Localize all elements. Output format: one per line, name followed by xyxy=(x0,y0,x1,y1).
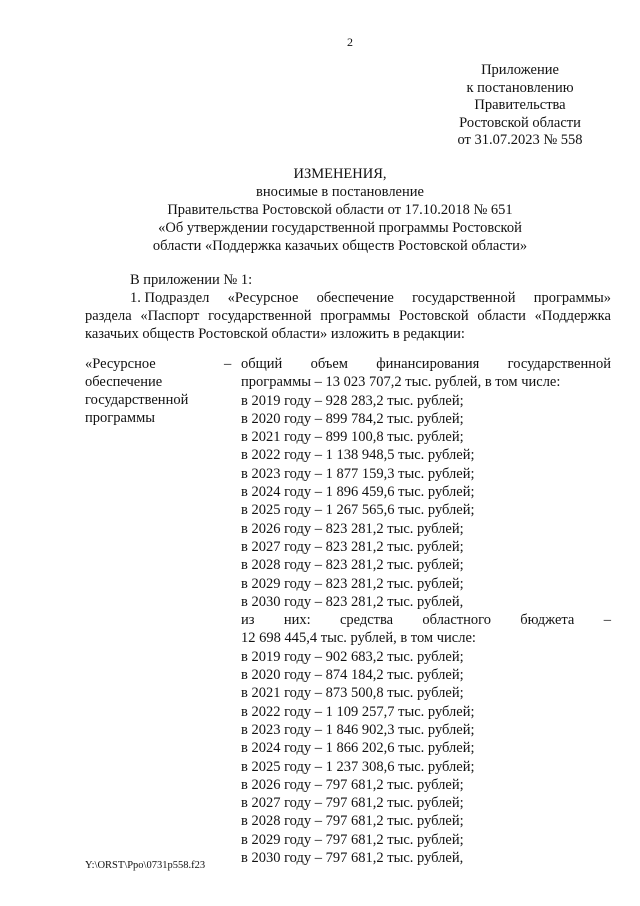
word: общий xyxy=(241,356,283,372)
year-row: в 2019 году – 928 283,2 тыс. рублей; xyxy=(241,392,464,409)
word: государственной xyxy=(507,356,611,372)
word: них: xyxy=(283,612,311,629)
year-row: в 2021 году – 899 100,8 тыс. рублей; xyxy=(241,429,464,446)
regional-year-row: в 2028 году – 797 681,2 тыс. рублей; xyxy=(241,813,464,830)
appendix-line: от 31.07.2023 № 558 xyxy=(457,132,583,148)
appendix-line: Правительства xyxy=(474,97,566,113)
file-path-footer: Y:\ORST\Ppo\0731p558.f23 xyxy=(85,860,206,871)
page-number: 2 xyxy=(347,35,353,49)
label-line: обеспечение xyxy=(85,374,163,390)
regional-year-row: в 2022 году – 1 109 257,7 тыс. рублей; xyxy=(241,703,475,720)
document-title xyxy=(110,165,570,255)
appendix-line: к постановлению xyxy=(466,79,574,96)
word: раздела xyxy=(85,308,132,324)
year-row: в 2030 году – 823 281,2 тыс. рублей, xyxy=(241,593,464,610)
total-line-1 xyxy=(241,355,611,373)
regional-year-row: в 2021 году – 873 500,8 тыс. рублей; xyxy=(241,685,464,702)
separator-dash: – xyxy=(224,356,232,372)
year-row: в 2028 году – 823 281,2 тыс. рублей; xyxy=(241,557,464,574)
regional-year-row: в 2020 году – 874 184,2 тыс. рублей; xyxy=(241,667,464,684)
label-line: программы xyxy=(85,410,155,426)
year-row: в 2024 году – 1 896 459,6 тыс. рублей; xyxy=(241,484,475,501)
word: бюджета xyxy=(520,612,575,629)
title-line: вносимые в постановление xyxy=(256,184,424,200)
word: государственной xyxy=(412,290,516,306)
year-row: в 2023 году – 1 877 159,3 тыс. рублей; xyxy=(241,465,475,482)
regional-year-row: в 2027 году – 797 681,2 тыс. рублей; xyxy=(241,795,464,812)
word: областного xyxy=(422,612,491,629)
year-row: в 2022 году – 1 138 948,5 тыс. рублей; xyxy=(241,447,475,464)
amendment-paragraph xyxy=(85,289,611,343)
regional-year-row: в 2019 году – 902 683,2 тыс. рублей; xyxy=(241,648,464,665)
appendix-line: Ростовской области xyxy=(459,114,581,131)
word: обеспечение xyxy=(316,290,394,306)
regional-line-2: 12 698 445,4 тыс. рублей, в том числе: xyxy=(241,630,476,647)
word: «Ресурсное xyxy=(227,290,299,306)
word: финансирования xyxy=(376,356,480,372)
regional-year-row: в 2025 году – 1 237 308,6 тыс. рублей; xyxy=(241,758,475,775)
word: – xyxy=(603,612,611,629)
regional-year-row: в 2023 году – 1 846 902,3 тыс. рублей; xyxy=(241,721,475,738)
label-line: государственной xyxy=(85,392,189,408)
title-line: Правительства Ростовской области от 17.10.2018 № 651 xyxy=(167,202,513,218)
resource-content xyxy=(241,355,611,867)
word: государственной xyxy=(208,308,312,324)
word: 1. Подраздел xyxy=(130,290,210,306)
year-row: в 2020 году – 899 784,2 тыс. рублей; xyxy=(241,410,464,427)
label-line: «Ресурсное xyxy=(85,356,156,372)
word: программы» xyxy=(533,290,611,306)
year-row: в 2029 году – 823 281,2 тыс. рублей; xyxy=(241,575,464,592)
word: из xyxy=(241,612,255,629)
title-heading: ИЗМЕНЕНИЯ, xyxy=(293,166,387,182)
word: Ростовской xyxy=(398,308,469,324)
title-line: области «Поддержка казачьих обществ Ростовской области» xyxy=(152,238,528,254)
year-row: в 2025 году – 1 267 565,6 тыс. рублей; xyxy=(241,502,475,519)
intro-text: В приложении № 1: xyxy=(130,272,253,288)
appendix-line: Приложение xyxy=(481,62,559,78)
year-row: в 2026 году – 823 281,2 тыс. рублей; xyxy=(241,520,464,537)
word: средства xyxy=(339,612,394,629)
word: области xyxy=(477,308,526,324)
word: «Поддержка xyxy=(534,308,611,324)
regional-year-row: в 2026 году – 797 681,2 тыс. рублей; xyxy=(241,776,464,793)
regional-year-row: в 2029 году – 797 681,2 тыс. рублей; xyxy=(241,831,464,848)
regional-year-row: в 2030 году – 797 681,2 тыс. рублей, xyxy=(241,850,464,867)
paragraph-line-1 xyxy=(85,289,611,307)
word: «Паспорт xyxy=(140,308,200,324)
word: программы xyxy=(320,308,391,324)
appendix-header xyxy=(440,62,600,150)
title-line: «Об утверждении государственной программы Ростовской xyxy=(158,220,522,236)
year-row: в 2027 году – 823 281,2 тыс. рублей; xyxy=(241,538,464,555)
total-line-2: программы – 13 023 707,2 тыс. рублей, в том числе: xyxy=(241,374,561,391)
regional-line-1 xyxy=(241,611,611,629)
paragraph-line-2 xyxy=(85,307,611,325)
resource-label xyxy=(85,355,215,427)
regional-year-row: в 2024 году – 1 866 202,6 тыс. рублей; xyxy=(241,740,475,757)
word: объем xyxy=(310,356,348,372)
paragraph-line-3: казачьих обществ Ростовской области» изложить в редакции: xyxy=(85,326,465,342)
